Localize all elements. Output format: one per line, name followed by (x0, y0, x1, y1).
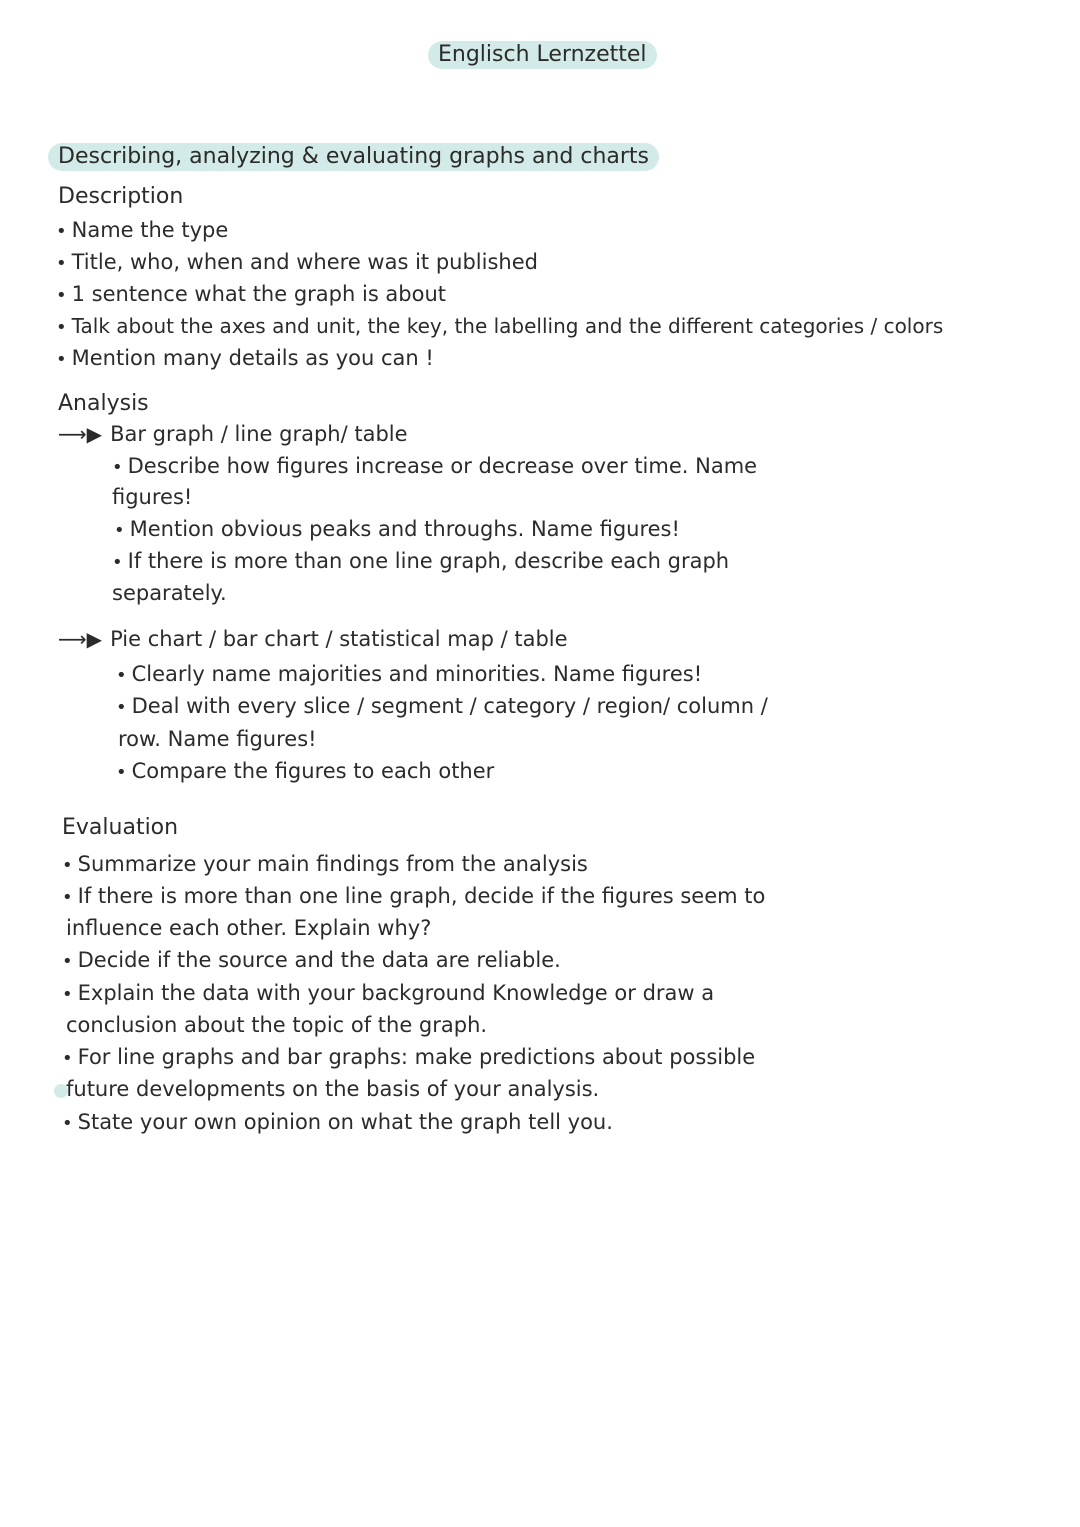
evaluation-item-cont: influence each other. Explain why? (66, 916, 432, 940)
analysis-item-cont: figures! (112, 485, 193, 509)
analysis-heading: Analysis (58, 391, 149, 416)
analysis-item-cont: row. Name figures! (118, 727, 317, 751)
analysis-item: • If there is more than one line graph, describe each graph (112, 547, 729, 577)
evaluation-item: • For line graphs and bar graphs: make predictions about possible (62, 1043, 755, 1073)
evaluation-item-cont: future developments on the basis of your analysis. (66, 1077, 600, 1101)
arrow-right-icon: ⟶▶ (58, 627, 103, 651)
arrow-right-icon: ⟶▶ (58, 422, 103, 446)
evaluation-heading: Evaluation (62, 815, 179, 840)
description-item: • Talk about the axes and unit, the key, the labelling and the different categories / colors (56, 312, 943, 342)
description-heading: Description (58, 184, 184, 209)
analysis-item: • Describe how figures increase or decrease over time. Name (112, 452, 757, 482)
analysis-group (58, 625, 568, 653)
analysis-item-cont: separately. (112, 581, 227, 605)
analysis-group-label: Pie chart / bar chart / statistical map / table (110, 627, 568, 651)
evaluation-item: • Decide if the source and the data are reliable. (62, 946, 561, 976)
evaluation-item: • State your own opinion on what the graph tell you. (62, 1108, 613, 1138)
description-item: • Mention many details as you can ! (56, 344, 434, 374)
evaluation-item: • If there is more than one line graph, decide if the figures seem to (62, 882, 765, 912)
analysis-item: • Deal with every slice / segment / category / region/ column / (116, 692, 768, 722)
description-item: • Name the type (56, 216, 228, 246)
analysis-group (58, 420, 408, 448)
analysis-item: • Compare the figures to each other (116, 757, 494, 787)
analysis-item: • Mention obvious peaks and throughs. Name figures! (114, 515, 680, 545)
page-title: Englisch Lernzettel (428, 41, 657, 69)
evaluation-item: • Summarize your main findings from the analysis (62, 850, 588, 880)
description-item: • 1 sentence what the graph is about (56, 280, 446, 310)
analysis-item: • Clearly name majorities and minorities. Name figures! (116, 660, 702, 690)
evaluation-item: • Explain the data with your background Knowledge or draw a (62, 979, 714, 1009)
description-item: • Title, who, when and where was it published (56, 248, 538, 278)
topic-heading: Describing, analyzing & evaluating graphs and charts (48, 143, 659, 171)
analysis-group-label: Bar graph / line graph/ table (110, 422, 408, 446)
evaluation-item-cont: conclusion about the topic of the graph. (66, 1013, 488, 1037)
